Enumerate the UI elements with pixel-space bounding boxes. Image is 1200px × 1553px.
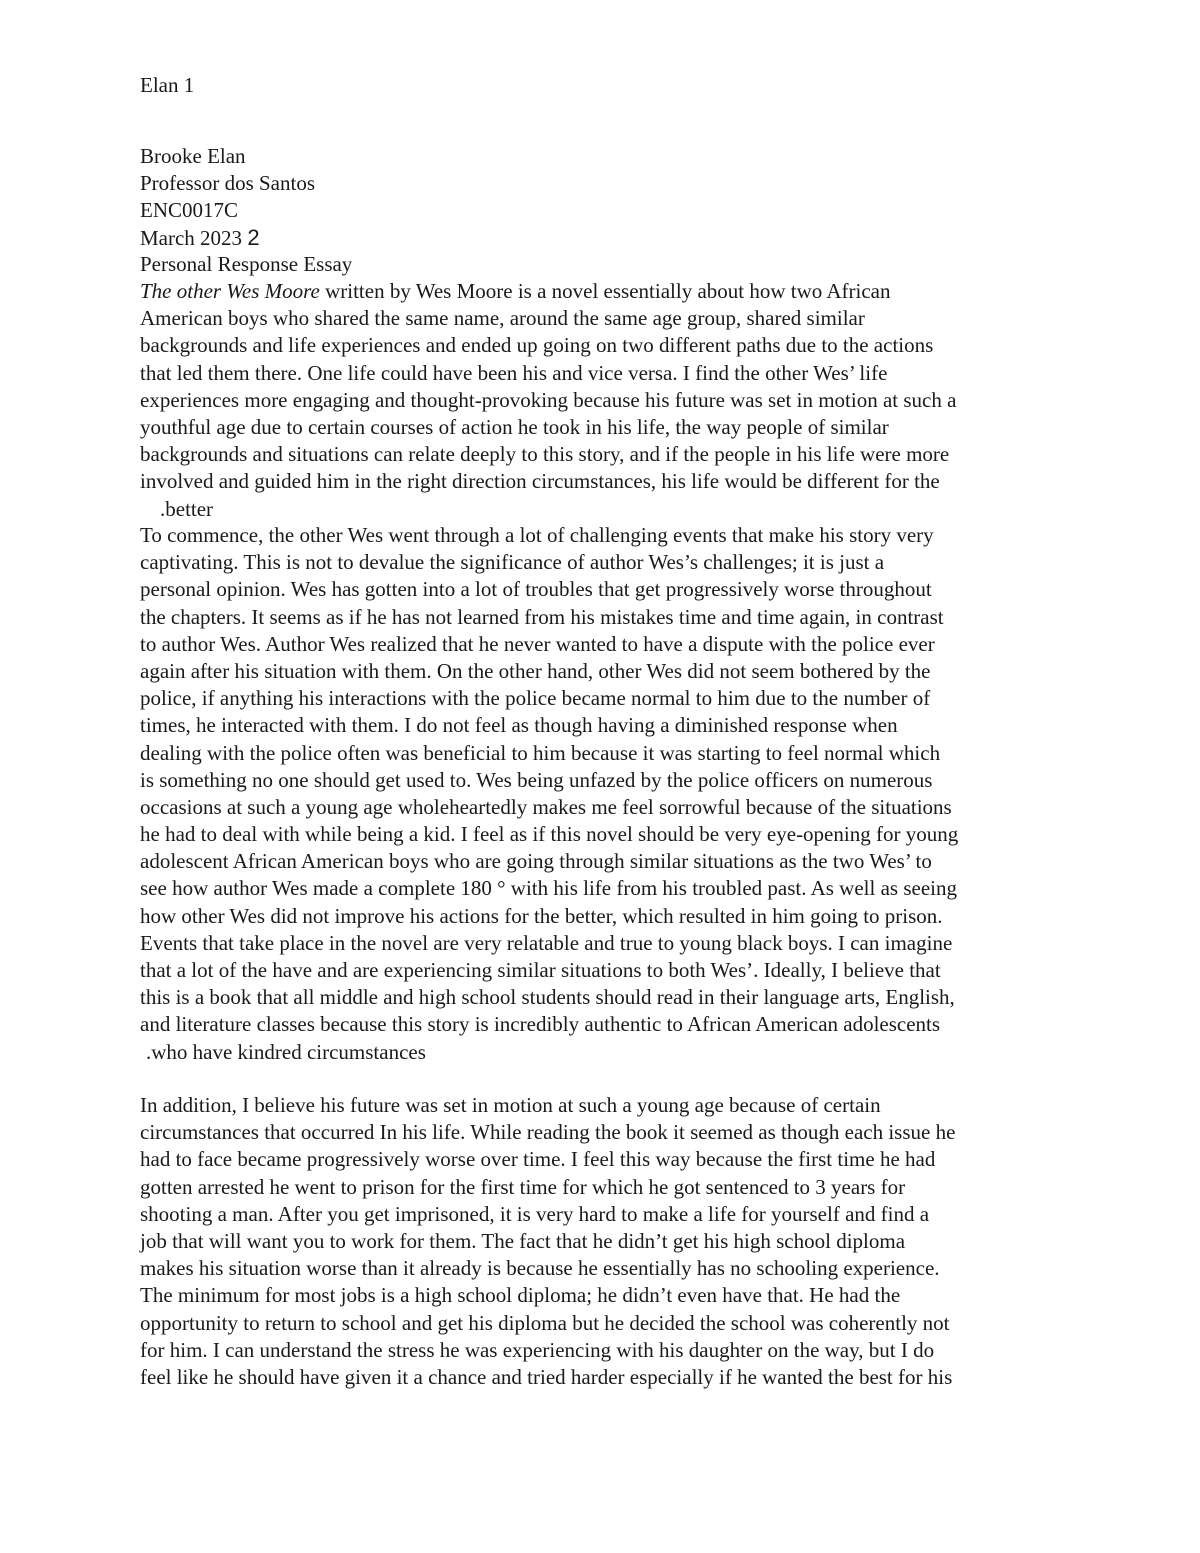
date-line — [140, 224, 260, 252]
paragraph-line: times, he interacted with them. I do not feel as though having a diminished response when — [140, 713, 898, 738]
paragraph-line: this is a book that all middle and high school students should read in their language arts, English, — [140, 985, 955, 1010]
paragraph-2 — [140, 522, 958, 1066]
paragraph-line: occasions at such a young age wholeheartedly makes me feel sorrowful because of the situations — [140, 794, 952, 819]
paragraph-line: and literature classes because this story is incredibly authentic to African American adolescents — [140, 1012, 941, 1037]
paragraph-line: In addition, I believe his future was set in motion at such a young age because of certain — [140, 1093, 881, 1117]
book-title: The other Wes Moore — [140, 279, 320, 303]
paragraph-1 — [140, 278, 956, 523]
paragraph-line: he had to deal with while being a kid. I feel as if this novel should be very eye-opening for young — [140, 822, 959, 847]
paragraph-line: feel like he should have given it a chance and tried harder especially if he wanted the best for his — [140, 1364, 953, 1389]
paragraph-line: how other Wes did not improve his actions for the better, which resulted in him going to prison. — [140, 903, 943, 928]
paragraph-line: that led them there. One life could have been his and vice versa. I find the other Wes’ life — [140, 360, 888, 385]
running-head: Elan 1 — [140, 73, 195, 97]
professor-name: Professor dos Santos — [140, 171, 316, 195]
paragraph-line: shooting a man. After you get imprisoned, it is very hard to make a life for yourself and find a — [140, 1201, 930, 1226]
paragraph-line: The other Wes Moore written by Wes Moore is a novel essentially about how two African — [140, 279, 891, 303]
paragraph-line: youthful age due to certain courses of action he took in his life, the way people of similar — [140, 414, 889, 439]
paragraph-line: .better — [160, 496, 214, 521]
paragraph-line: the chapters. It seems as if he has not learned from his mistakes time and time again, in contrast — [140, 604, 944, 629]
paragraph-line: personal opinion. Wes has gotten into a lot of troubles that get progressively worse throughout — [140, 577, 932, 602]
paragraph-line: backgrounds and life experiences and ended up going on two different paths due to the actions — [140, 333, 934, 358]
paragraph-line: opportunity to return to school and get his diploma but he decided the school was coherently not — [140, 1310, 950, 1335]
paragraph-line: to author Wes. Author Wes realized that he never wanted to have a dispute with the police ever — [140, 631, 935, 656]
paragraph-line: American boys who shared the same name, around the same age group, shared similar — [140, 306, 865, 331]
paragraph-line: again after his situation with them. On the other hand, other Wes did not seem bothered by the — [140, 658, 931, 683]
author-name: Brooke Elan — [140, 144, 246, 168]
paragraph-line: The minimum for most jobs is a high school diploma; he didn’t even have that. He had the — [140, 1283, 901, 1308]
paragraph-line: police, if anything his interactions with the police became normal to him due to the number of — [140, 686, 931, 711]
paragraph-line: see how author Wes made a complete 180 ° with his life from his troubled past. As well as seeing — [140, 876, 957, 901]
paragraph-line: that a lot of the have and are experiencing similar situations to both Wes’. Ideally, I believe that — [140, 958, 941, 982]
paragraph-line: To commence, the other Wes went through a lot of challenging events that make his story very — [140, 523, 934, 547]
assignment-title: Personal Response Essay — [140, 252, 353, 276]
paragraph-line: for him. I can understand the stress he was experiencing with his daughter on the way, but I do — [140, 1337, 935, 1362]
date-text: March 2023 — [140, 226, 243, 250]
date-day: 2 — [247, 225, 260, 250]
paragraph-line: backgrounds and situations can relate deeply to this story, and if the people in his life were more — [140, 442, 950, 467]
course-code: ENC0017C — [140, 198, 239, 222]
paragraph-line: had to face became progressively worse over time. I feel this way because the first time he had — [140, 1147, 936, 1172]
paragraph-3 — [140, 1092, 955, 1391]
paragraph-line: makes his situation worse than it already is because he essentially has no schooling experience. — [140, 1256, 940, 1281]
paragraph-line: captivating. This is not to devalue the significance of author Wes’s challenges; it is just a — [140, 550, 885, 575]
paragraph-line: dealing with the police often was beneficial to him because it was starting to feel normal which — [140, 740, 941, 765]
paragraph-line: .who have kindred circumstances — [146, 1039, 426, 1064]
paragraph-line: experiences more engaging and thought-provoking because his future was set in motion at such a — [140, 387, 957, 412]
paragraph-line: is something no one should get used to. Wes being unfazed by the police officers on numerous — [140, 767, 933, 792]
paragraph-line: involved and guided him in the right direction circumstances, his life would be different for the — [140, 469, 940, 494]
paragraph-line: Events that take place in the novel are very relatable and true to young black boys. I can imagine — [140, 930, 953, 955]
paragraph-line: adolescent African American boys who are going through similar situations as the two Wes’ to — [140, 849, 932, 874]
paragraph-line: gotten arrested he went to prison for the first time for which he got sentenced to 3 years for — [140, 1174, 906, 1199]
paragraph-line: circumstances that occurred In his life. While reading the book it seemed as though each issue he — [140, 1120, 956, 1145]
paragraph-line: job that will want you to work for them. The fact that he didn’t get his high school diploma — [140, 1228, 906, 1253]
